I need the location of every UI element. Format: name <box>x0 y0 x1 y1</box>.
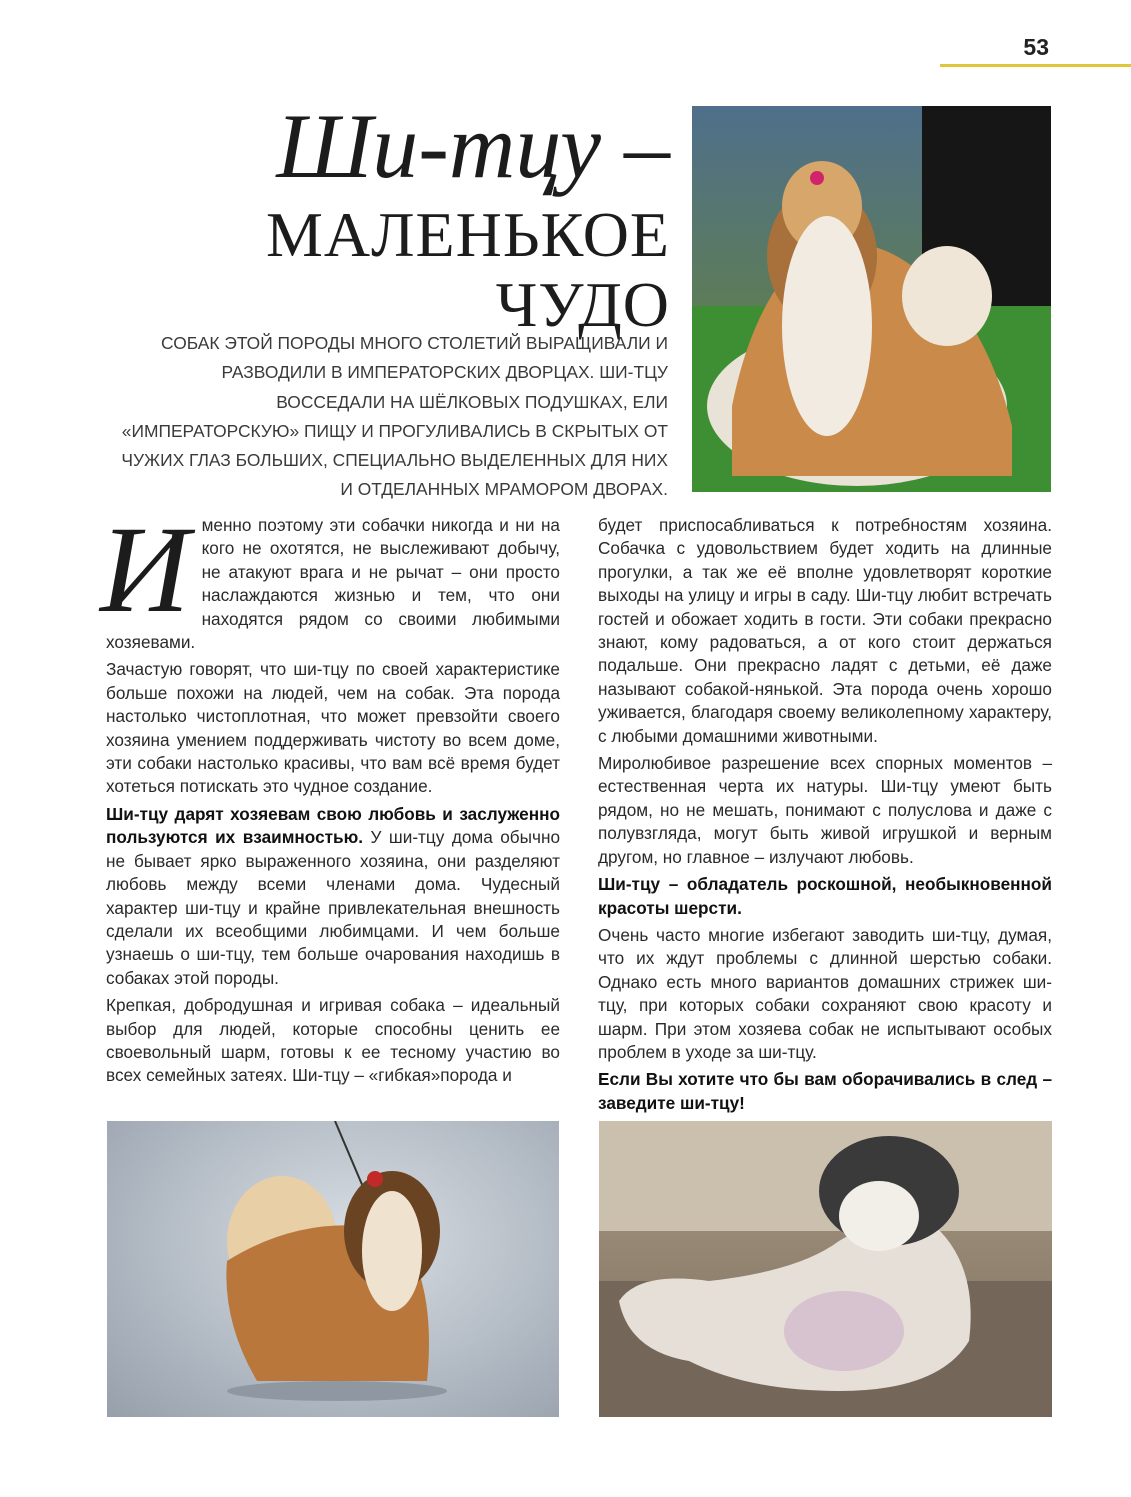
left-paragraph-1: менно поэтому эти собачки никогда и ни на кого не охотятся, не выслеживают добычу, не атакуют врага и не рычат – они просто наслаждаются жизнью и тем, что они находятся рядом со своими любимыми хозяевами. <box>106 515 560 653</box>
photo-top-dog <box>692 106 1051 492</box>
title-line-2: МАЛЕНЬКОЕ ЧУДО <box>266 199 670 341</box>
right-bold-closing: Если Вы хотите что бы вам оборачивались в след – заведите ши-тцу! <box>598 1069 1052 1113</box>
show-dog-icon <box>692 106 1051 492</box>
title-line-1: Ши-тцу – <box>276 95 670 197</box>
right-paragraph-4: Очень часто многие избегают заводить ши-тцу, думая, что их ждут проблемы с длинной шерстью собаки. Однако есть много вариантов домашних стрижек ши-тцу, при которых собаки сохраняют свою красоту и шарм. При этом хозяева собак не испытывают особых проблем в уходе за ши-тцу. <box>598 924 1052 1062</box>
left-paragraph-3-text: У ши-тцу дома обычно не бывает ярко выраженного хозяина, они разделяют любовь между всеми членами дома. Чудесный характер ши-тцу и крайне привлекательная внешность сделали их всеобщими любимцами. И чем больше узнаешь о ши-тцу, тем больше очарования находишь в собаках этой породы. <box>106 827 561 988</box>
right-column <box>598 514 1052 1119</box>
left-paragraph-2: Зачастую говорят, что ши-тцу по своей характеристике больше похожи на людей, чем на собак. Эта порода настолько чистоплотная, что может превзойти своего хозяина умением поддерживать чистоту во всем доме, эти собаки настолько красивы, что вам всё время будет хотеться потискать это чудное создание. <box>106 659 560 797</box>
right-bold-lead: Ши-тцу – обладатель роскошной, необыкновенной красоты шерсти. <box>598 874 1052 918</box>
right-paragraph-5 <box>598 1068 1052 1115</box>
photo-bottom-right-dog <box>599 1121 1052 1417</box>
right-paragraph-3 <box>598 873 1052 920</box>
right-paragraph-1: будет приспосабливаться к потребностям хозяина. Собачка с удовольствием будет ходить на длинные прогулки, а так же её вполне удовлетворят короткие выходы на улицу и игры в саду. Ши-тцу любит встречать гостей и обожает ходить в гости. Эти собаки прекрасно знают, кому радоваться, а от кого стоит держаться подальше. Они прекрасно ладят с детьми, её даже называют собакой-нянькой. Эта порода очень хорошо уживается, благодаря своему великолепному характеру, с любыми домашними животными. <box>598 515 1052 746</box>
studio-dog-icon <box>107 1121 559 1417</box>
car-seat-dog-icon <box>599 1121 1052 1417</box>
left-paragraph-3 <box>106 803 560 990</box>
page-number-rule <box>940 64 1131 67</box>
page-number: 53 <box>1023 34 1049 60</box>
left-column <box>100 501 561 1092</box>
lead-paragraph: СОБАК ЭТОЙ ПОРОДЫ МНОГО СТОЛЕТИЙ ВЫРАЩИВАЛИ И РАЗВОДИЛИ В ИМПЕРАТОРСКИХ ДВОРЦАХ. ШИ-ТЦУ ВОССЕДАЛИ НА ШЁЛКОВЫХ ПОДУШКАХ, ЕЛИ «ИМПЕРАТОРСКУЮ» ПИЩУ И ПРОГУЛИВАЛИСЬ В СКРЫТЫХ ОТ ЧУЖИХ ГЛАЗ БОЛЬШИХ, СПЕЦИАЛЬНО ВЫДЕЛЕННЫХ ДЛЯ НИХ И ОТДЕЛАННЫХ МРАМОРОМ ДВОРАХ. <box>121 333 668 500</box>
left-paragraph-4: Крепкая, добродушная и игривая собака – идеальный выбор для людей, которые способны ценить ее своевольный шарм, готовы к ее тесному участию во всех семейных затеях. Ши-тцу – «гибкая»порода и <box>106 995 560 1086</box>
left-bold-lead: Ши-тцу дарят хозяевам свою любовь и заслуженно пользуются их взаимностью. <box>106 803 560 848</box>
right-paragraph-2: Миролюбивое разрешение всех спорных моментов – естественная черта их натуры. Ши-тцу умеют быть рядом, но не мешать, понимают с полуслова и даже с полувзгляда, могут быть живой игрушкой и верным другом, но главное – излучают любовь. <box>598 753 1052 867</box>
photo-bottom-left-dog <box>107 1121 559 1417</box>
dropcap: И <box>100 501 190 638</box>
